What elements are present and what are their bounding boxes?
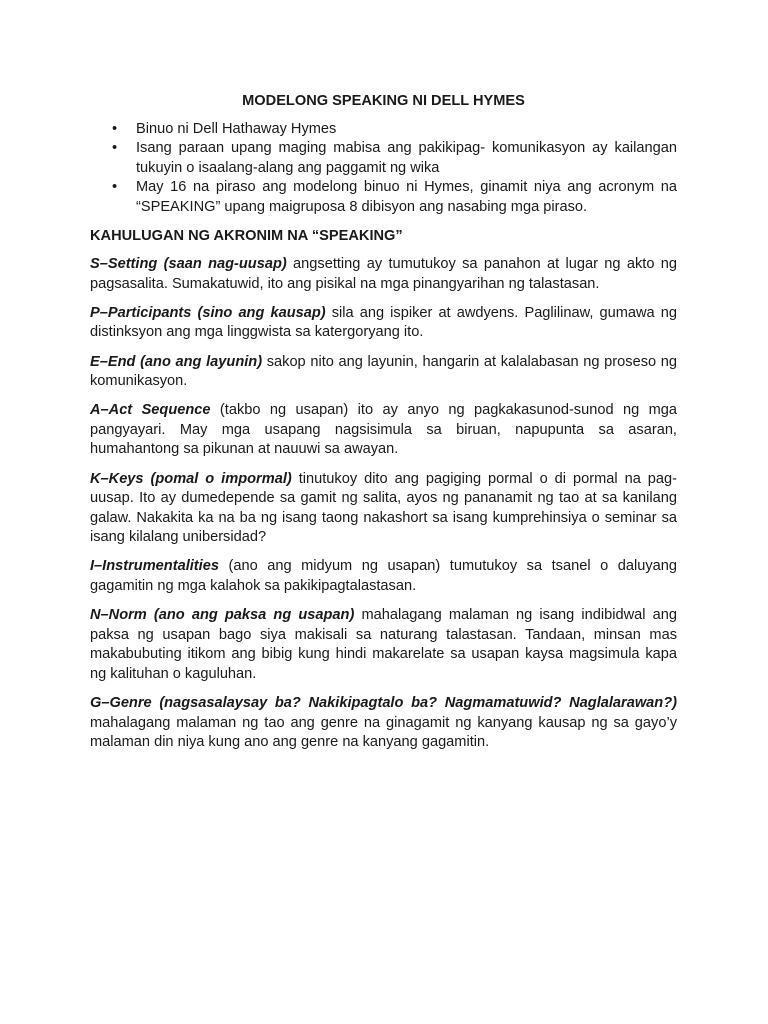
definition-keys	[90, 470, 677, 548]
bullet-icon: •	[112, 120, 118, 137]
definition-genre	[90, 694, 677, 753]
bullet-text: Isang paraan upang maging mabisa ang pakikipag- komunikasyon ay kailangan tukuyin o isaalang-alang ang paggamit ng wika	[136, 140, 677, 176]
definition-text: (takbo ng usapan) ito ay anyo ng pagkakasunod-sunod ng mga pangyayari. May mga usapang nagsisimula sa biruan, napupunta sa asaran, humahantong sa pikunan at nauuwi sa awayan.	[90, 402, 678, 458]
definition-participants	[90, 304, 677, 343]
definition-term: I–Instrumentalities	[90, 558, 219, 575]
definition-text: tinutukoy dito ang pagiging pormal o di pormal na pag-uusap. Ito ay dumedepende sa gamit ng salita, ayos ng pananamit ng tao at sa kanilang galaw. Nakakita ka na ba ng isang taong nakashort sa isang kumprehinsiya o seminar sa isang kilalang unibersidad?	[90, 470, 677, 546]
definition-text: sila ang ispiker at awdyens. Paglilinaw, gumawa ng distinksyon ang mga linggwista sa katergoryang ito.	[90, 304, 677, 341]
definition-term: K–Keys (pomal o impormal)	[90, 470, 292, 487]
document-page	[90, 92, 677, 762]
definition-instrumentalities	[90, 557, 677, 596]
definition-text: mahalagang malaman ng tao ang genre na ginagamit ng kanyang kausap ng sa gayo’y malaman din niya kung ano ang genre na kanyang gagamitin.	[90, 714, 677, 751]
definition-term: N–Norm (ano ang paksa ng usapan)	[90, 607, 355, 624]
section-heading: KAHULUGAN NG AKRONIM NA “SPEAKING”	[90, 227, 403, 244]
definition-term: P–Participants (sino ang kausap)	[90, 304, 326, 321]
bullet-item	[90, 139, 677, 178]
definition-term: A–Act Sequence	[90, 402, 211, 419]
bullet-text: May 16 na piraso ang modelong binuo ni Hymes, ginamit niya ang acronym na “SPEAKING” upang maigruposa 8 dibisyon ang nasabing mga piraso.	[136, 179, 677, 215]
definition-text: angsetting ay tumutukoy sa panahon at lugar ng akto ng pagsasalita. Sumakatuwid, ito ang pisikal na mga pinangyarihan ng talastasan.	[90, 256, 677, 292]
bullet-text: Binuo ni Dell Hathaway Hymes	[136, 120, 337, 137]
bullet-icon: •	[112, 179, 118, 196]
definition-text: sakop nito ang layunin, hangarin at kalalabasan ng proseso ng komunikasyon.	[90, 353, 677, 390]
definition-norm	[90, 606, 677, 684]
bullet-item	[90, 120, 677, 140]
definition-term: G–Genre (nagsasalaysay ba? Nakikipagtalo ba? Nagmamatuwid? Naglalarawan?)	[90, 694, 677, 711]
definition-end	[90, 353, 677, 392]
definition-act-sequence	[90, 401, 677, 460]
definition-term: E–End (ano ang layunin)	[90, 353, 263, 370]
definition-setting	[90, 255, 677, 294]
definition-text: (ano ang midyum ng usapan) tumutukoy sa tsanel o daluyang gagamitin ng mga kalahok sa pakikipagtalastasan.	[90, 558, 677, 594]
bullet-icon: •	[112, 140, 118, 157]
definition-text: mahalagang malaman ng isang indibidwal ang paksa ng usapan bago siya makisali sa naturang talastasan. Tandaan, minsan mas makabubuting itikom ang bibig kung hindi makarelate sa usapan kaysa magsimula kapa ng kalituhan o kaguluhan.	[90, 607, 677, 682]
bullet-list	[90, 120, 677, 218]
definition-term: S–Setting (saan nag-uusap)	[90, 256, 287, 273]
bullet-item	[90, 178, 677, 217]
page-title: MODELONG SPEAKING NI DELL HYMES	[242, 93, 525, 109]
